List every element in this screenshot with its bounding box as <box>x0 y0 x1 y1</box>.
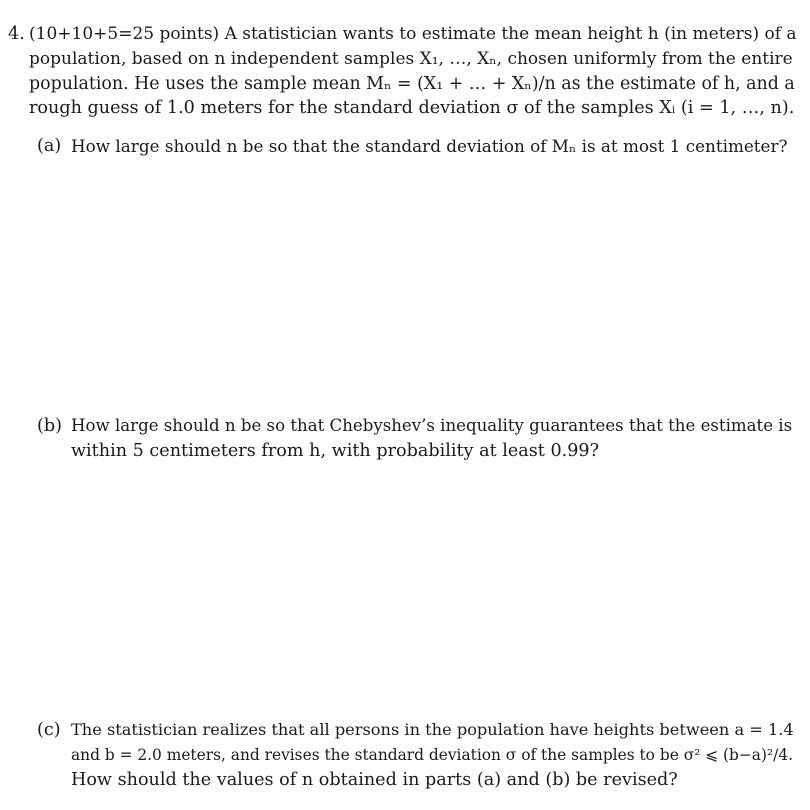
problem-4 <box>8 22 798 121</box>
statement-line: population. He uses the sample mean Mₙ = (X₁ + … + Xₙ)/n as the estimate of h, and a <box>29 73 795 94</box>
part-c <box>37 718 795 792</box>
statement-line: rough guess of 1.0 meters for the standard deviation σ of the samples Xᵢ (i = 1, …, n). <box>29 98 795 119</box>
part-b-question <box>71 414 795 464</box>
statement-line: (10+10+5=25 points) A statistician wants to estimate the mean height h (in meters) of a <box>29 24 797 44</box>
question-line: How large should n be so that the standard deviation of Mₙ is at most 1 centimeter? <box>71 136 788 156</box>
part-b <box>37 414 795 464</box>
part-a-label: (a) <box>37 136 62 156</box>
question-line: The statistician realizes that all persons in the population have heights between a = 1.4 <box>71 720 794 739</box>
question-line: and b = 2.0 meters, and revises the standard deviation σ of the samples to be σ² ⩽ (b−a)²/4. <box>71 745 794 764</box>
problem-statement <box>29 22 798 121</box>
part-a <box>37 134 795 159</box>
part-b-label: (b) <box>37 416 62 436</box>
statement-line: population, based on n independent samples X₁, …, Xₙ, chosen uniformly from the entire <box>29 48 793 69</box>
problem-number: 4. <box>8 24 25 44</box>
part-c-question <box>71 718 795 792</box>
question-line: within 5 centimeters from h, with probability at least 0.99? <box>71 440 600 461</box>
question-line: How large should n be so that Chebyshev’s inequality guarantees that the estimate is <box>71 416 793 435</box>
part-a-question <box>71 134 795 159</box>
part-c-label: (c) <box>37 720 61 740</box>
question-line: How should the values of n obtained in parts (a) and (b) be revised? <box>71 769 678 790</box>
